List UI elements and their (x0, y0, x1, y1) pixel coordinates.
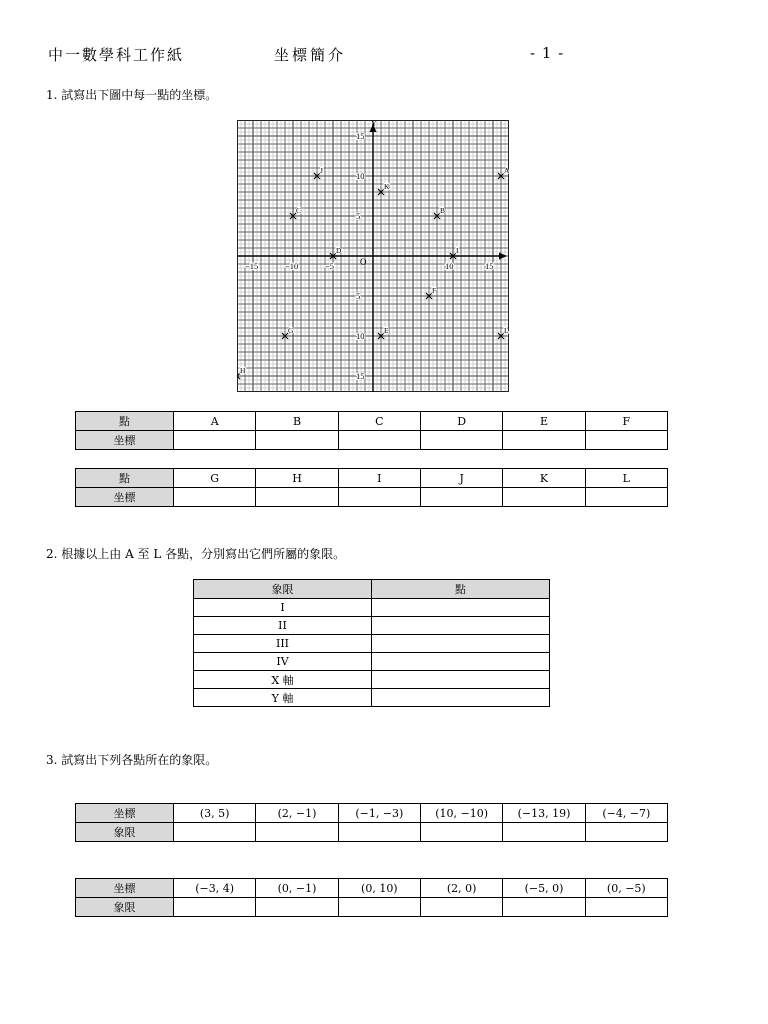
point-label-cell: C (338, 412, 420, 431)
y-tick-label: 5 (356, 291, 361, 301)
point-label-cell: D (420, 412, 502, 431)
table-row (194, 599, 550, 617)
answer-cell[interactable] (372, 653, 550, 671)
answer-cell[interactable] (174, 431, 256, 450)
table-row (194, 671, 550, 689)
answer-cell[interactable] (585, 823, 667, 842)
topic-title: 坐標簡介 (274, 46, 347, 64)
axes (237, 120, 507, 392)
y-tick-label: 5 (356, 211, 361, 221)
answer-cell[interactable] (338, 431, 420, 450)
point-label-cell: G (174, 469, 256, 488)
point-label-cell: K (503, 469, 585, 488)
point-label-cell: J (420, 469, 502, 488)
x-tick-label: −10 (285, 261, 299, 271)
table-row (76, 898, 668, 917)
row-header-coordinate: 坐標 (76, 804, 174, 823)
table-row (194, 653, 550, 671)
answer-cell[interactable] (256, 431, 338, 450)
point-label: A (504, 166, 509, 175)
answer-cell[interactable] (174, 488, 256, 507)
answer-cell[interactable] (372, 599, 550, 617)
point-label: H (240, 366, 246, 375)
worksheet-header (48, 44, 728, 66)
point-label: F (432, 286, 437, 295)
point-label-cell: H (256, 469, 338, 488)
answer-cell[interactable] (420, 823, 502, 842)
points-table-1 (75, 411, 668, 450)
row-header-coordinate: 坐標 (76, 879, 174, 898)
quadrant-label: II (194, 617, 372, 635)
point-label: E (384, 326, 389, 335)
row-header-point: 點 (76, 469, 174, 488)
table-row (76, 804, 668, 823)
answer-cell[interactable] (256, 488, 338, 507)
y-tick-label: 10 (356, 171, 365, 181)
point-label-cell: B (256, 412, 338, 431)
column-header-point: 點 (372, 580, 550, 599)
coordinate-cell: (−3, 4) (174, 879, 256, 898)
y-tick-label: 10 (356, 331, 365, 341)
origin-label: O (360, 257, 367, 267)
x-tick-label: 10 (445, 261, 454, 271)
table-row (76, 431, 668, 450)
table-row (194, 580, 550, 599)
column-header-quadrant: 象限 (194, 580, 372, 599)
point-label-cell: F (585, 412, 667, 431)
y-tick-label: 15 (356, 131, 365, 141)
answer-cell[interactable] (174, 898, 256, 917)
coordinate-cell: (0, 10) (338, 879, 420, 898)
coordinate-quadrant-table-2 (75, 878, 668, 917)
answer-cell[interactable] (256, 823, 338, 842)
coordinate-quadrant-table-1 (75, 803, 668, 842)
row-header-quadrant: 象限 (76, 823, 174, 842)
point-label-cell: A (174, 412, 256, 431)
coordinate-cell: (2, −1) (256, 804, 338, 823)
answer-cell[interactable] (420, 898, 502, 917)
row-header-point: 點 (76, 412, 174, 431)
table-row (76, 823, 668, 842)
coordinate-cell: (3, 5) (174, 804, 256, 823)
x-tick-label: 15 (485, 261, 494, 271)
answer-cell[interactable] (372, 635, 550, 653)
x-tick-label: −15 (245, 261, 259, 271)
answer-cell[interactable] (338, 823, 420, 842)
coordinate-cell: (10, −10) (420, 804, 502, 823)
coordinate-cell: (2, 0) (420, 879, 502, 898)
point-label: G (288, 326, 294, 335)
quadrant-label: I (194, 599, 372, 617)
coordinate-graph (237, 120, 509, 392)
row-header-coordinate: 坐標 (76, 488, 174, 507)
answer-cell[interactable] (372, 689, 550, 707)
axis-label: X 軸 (194, 671, 372, 689)
point-label: L (504, 326, 509, 335)
coordinate-cell: (−5, 0) (503, 879, 585, 898)
worksheet-title: 中一數學科工作紙 (48, 46, 185, 64)
answer-cell[interactable] (372, 617, 550, 635)
table-row (194, 635, 550, 653)
point-label: C (296, 206, 302, 215)
x-tick-label: −5 (325, 261, 335, 271)
answer-cell[interactable] (503, 898, 585, 917)
coordinate-cell: (−1, −3) (338, 804, 420, 823)
point-label-cell: E (503, 412, 585, 431)
point-label: K (384, 182, 390, 191)
quadrant-table (193, 579, 550, 707)
quadrant-label: IV (194, 653, 372, 671)
y-tick-label: 15 (356, 371, 365, 381)
point-label-cell: L (585, 469, 667, 488)
coordinate-cell: (−4, −7) (585, 804, 667, 823)
page-number: - 1 - (530, 44, 565, 62)
answer-cell[interactable] (338, 488, 420, 507)
point-label: I (456, 246, 459, 255)
point-label: J (320, 166, 323, 175)
answer-cell[interactable] (585, 431, 667, 450)
answer-cell[interactable] (585, 898, 667, 917)
table-row (194, 689, 550, 707)
x-axis-arrow (499, 253, 507, 260)
row-header-coordinate: 坐標 (76, 431, 174, 450)
table-row (76, 879, 668, 898)
answer-cell[interactable] (372, 671, 550, 689)
quadrant-label: III (194, 635, 372, 653)
axis-label: Y 軸 (194, 689, 372, 707)
answer-cell[interactable] (256, 898, 338, 917)
answer-cell[interactable] (420, 488, 502, 507)
question-3-text: 3. 試寫出下列各點所在的象限。 (46, 753, 218, 767)
answer-cell[interactable] (338, 898, 420, 917)
coordinate-cell: (0, −5) (585, 879, 667, 898)
point-label-cell: I (338, 469, 420, 488)
table-row (76, 488, 668, 507)
point-label: D (336, 246, 342, 255)
answer-cell[interactable] (503, 488, 585, 507)
coordinate-cell: (−13, 19) (503, 804, 585, 823)
question-2-text: 2. 根據以上由 A 至 L 各點，分別寫出它們所屬的象限。 (46, 547, 346, 561)
coordinate-cell: (0, −1) (256, 879, 338, 898)
table-row (194, 617, 550, 635)
answer-cell[interactable] (585, 488, 667, 507)
y-axis-label: Y (371, 120, 377, 128)
point-label: B (440, 206, 446, 215)
points-table-2 (75, 468, 668, 507)
question-1-text: 1. 試寫出下圖中每一點的坐標。 (46, 88, 218, 102)
table-row (76, 412, 668, 431)
answer-cell[interactable] (420, 431, 502, 450)
answer-cell[interactable] (503, 823, 585, 842)
table-row (76, 469, 668, 488)
row-header-quadrant: 象限 (76, 898, 174, 917)
answer-cell[interactable] (174, 823, 256, 842)
answer-cell[interactable] (503, 431, 585, 450)
